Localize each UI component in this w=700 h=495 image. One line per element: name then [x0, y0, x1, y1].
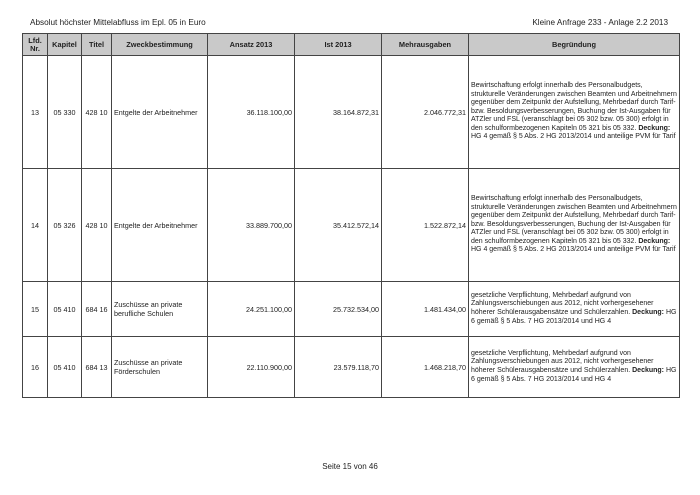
column-header-zweckbestimmung: Zweckbestimmung	[112, 34, 208, 56]
cell-titel: 428 10	[82, 56, 112, 169]
deckung-label: Deckung:	[632, 367, 665, 374]
cell-lfd-nr: 14	[23, 169, 48, 282]
page-number: Seite 15 von 46	[322, 462, 378, 471]
cell-kapitel: 05 330	[48, 56, 82, 169]
deckung-label: Deckung:	[638, 237, 671, 245]
cell-begruendung	[469, 56, 680, 169]
deckung-label: Deckung:	[638, 124, 671, 132]
begruendung-text: Bewirtschaftung erfolgt innerhalb des Personalbudgets, strukturelle Veränderungen zwischen Beamten und Arbeitnehmern gegenüber dem Zeitpunkt der Aufstellung, Mehrbedarf durch Tarif- bzw. Besoldungsverbesserungen, Buchung der Ist-Ausgaben für ATZler und FSL (veranschlagt bei 05 302 bzw. 05 300) erfolgt in den schulformbezogenen Kapiteln 05 321 bis 05 332.	[471, 81, 677, 132]
deckung-label: Deckung:	[632, 309, 665, 316]
column-header-ansatz: Ansatz 2013	[208, 34, 295, 56]
cell-mehrausgaben: 2.046.772,31	[382, 56, 469, 169]
cell-kapitel: 05 410	[48, 337, 82, 398]
document-reference: Kleine Anfrage 233 - Anlage 2.2 2013	[532, 18, 668, 27]
cell-ist: 25.732.534,00	[295, 282, 382, 337]
cell-titel: 428 10	[82, 169, 112, 282]
cell-mehrausgaben: 1.522.872,14	[382, 169, 469, 282]
cell-begruendung	[469, 337, 680, 398]
cell-kapitel: 05 410	[48, 282, 82, 337]
deckung-text: HG 4 gemäß § 5 Abs. 2 HG 2013/2014 und anteilige PVM für Tarif	[471, 246, 676, 254]
column-header-ist: Ist 2013	[295, 34, 382, 56]
table-row	[23, 56, 680, 169]
budget-table	[22, 33, 680, 398]
cell-ansatz: 36.118.100,00	[208, 56, 295, 169]
begruendung-text: Bewirtschaftung erfolgt innerhalb des Personalbudgets, strukturelle Veränderungen zwischen Beamten und Arbeitnehmern gegenüber dem Zeitpunkt der Aufstellung, Mehrbedarf durch Tarif- bzw. Besoldungsverbesserungen, Buchung der Ist-Ausgaben für ATZler und FSL (veranschlagt bei 05 302 bzw. 05 300) erfolgt in den schulformbezogenen Kapiteln 05 321 bis 05 332.	[471, 194, 677, 245]
cell-ist: 38.164.872,31	[295, 56, 382, 169]
column-header-begruendung: Begründung	[469, 34, 680, 56]
column-header-mehrausgaben: Mehrausgaben	[382, 34, 469, 56]
begruendung-text: gesetzliche Verpflichtung, Mehrbedarf aufgrund von Zahlungsverschiebungen aus 2012, nicht vorhergesehener höherer Schülerausgabensätze und Schülerzahlen.	[471, 349, 654, 374]
deckung-text: HG 4 gemäß § 5 Abs. 2 HG 2013/2014 und anteilige PVM für Tarif	[471, 133, 676, 141]
column-header-lfd-nr: Lfd. Nr.	[23, 34, 48, 56]
table-row	[23, 337, 680, 398]
cell-zweckbestimmung: Entgelte der Arbeitnehmer	[112, 169, 208, 282]
cell-titel: 684 13	[82, 337, 112, 398]
cell-ansatz: 22.110.900,00	[208, 337, 295, 398]
table-header-row	[23, 34, 680, 56]
begruendung-text: gesetzliche Verpflichtung, Mehrbedarf aufgrund von Zahlungsverschiebungen aus 2012, nicht vorhergesehener höherer Schülerausgabensätze und Schülerzahlen.	[471, 291, 654, 316]
cell-begruendung	[469, 282, 680, 337]
table-row	[23, 169, 680, 282]
cell-mehrausgaben: 1.481.434,00	[382, 282, 469, 337]
cell-ist: 35.412.572,14	[295, 169, 382, 282]
document-subtitle: Absolut höchster Mittelabfluss im Epl. 05 in Euro	[30, 18, 206, 27]
cell-zweckbestimmung: Zuschüsse an private Förderschulen	[112, 337, 208, 398]
column-header-kapitel: Kapitel	[48, 34, 82, 56]
cell-lfd-nr: 15	[23, 282, 48, 337]
column-header-titel: Titel	[82, 34, 112, 56]
cell-zweckbestimmung: Entgelte der Arbeitnehmer	[112, 56, 208, 169]
cell-ansatz: 24.251.100,00	[208, 282, 295, 337]
deckung-text: HG 6 gemäß § 5 Abs. 7 HG 2013/2014 und HG 4	[471, 367, 677, 383]
cell-mehrausgaben: 1.468.218,70	[382, 337, 469, 398]
cell-zweckbestimmung: Zuschüsse an private berufliche Schulen	[112, 282, 208, 337]
cell-lfd-nr: 13	[23, 56, 48, 169]
cell-lfd-nr: 16	[23, 337, 48, 398]
cell-ansatz: 33.889.700,00	[208, 169, 295, 282]
cell-kapitel: 05 326	[48, 169, 82, 282]
cell-titel: 684 16	[82, 282, 112, 337]
deckung-text: HG 6 gemäß § 5 Abs. 7 HG 2013/2014 und HG 4	[471, 309, 677, 325]
table-row	[23, 282, 680, 337]
cell-begruendung	[469, 169, 680, 282]
cell-ist: 23.579.118,70	[295, 337, 382, 398]
